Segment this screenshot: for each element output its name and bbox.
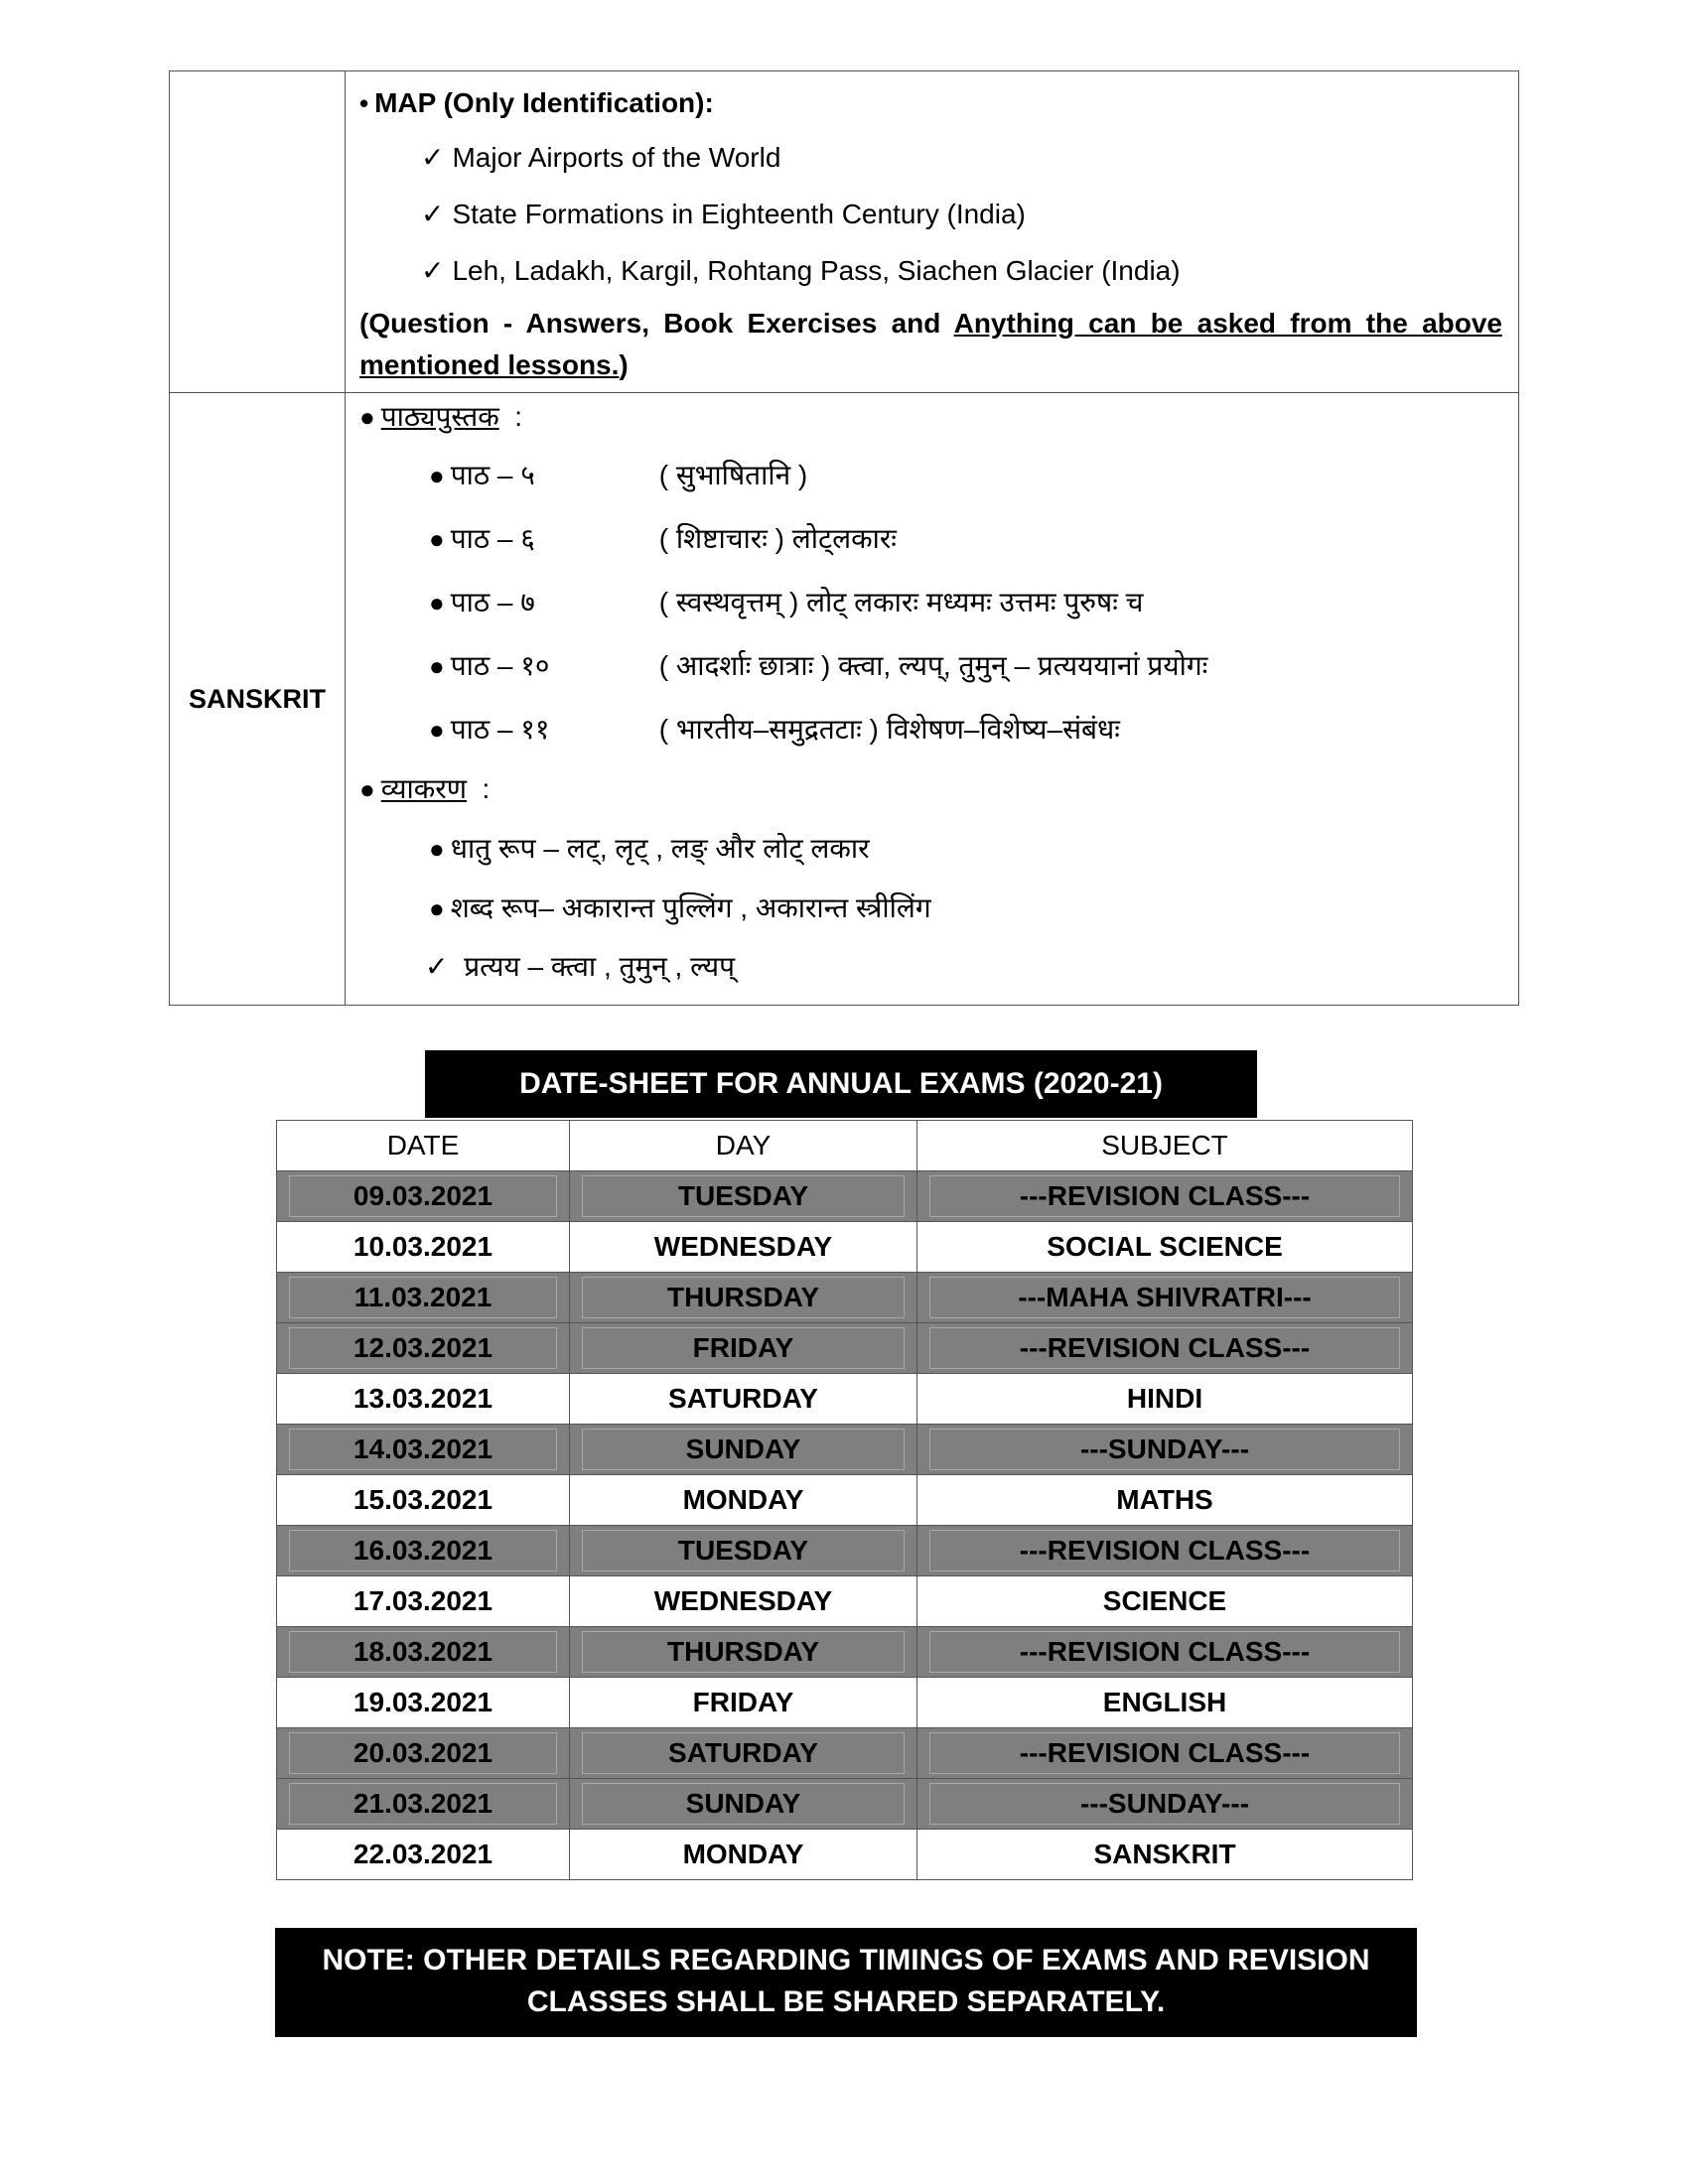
cell-date	[277, 1374, 570, 1425]
cell-date	[277, 1728, 570, 1779]
datesheet-title: DATE-SHEET FOR ANNUAL EXAMS (2020-21)	[425, 1050, 1257, 1118]
bullet-icon: ●	[429, 834, 445, 864]
cell-subject	[917, 1678, 1413, 1728]
date-value: 12.03.2021	[289, 1327, 557, 1369]
cell-day	[570, 1728, 917, 1779]
subject-value: ---REVISION CLASS---	[929, 1175, 1400, 1217]
day-value: SATURDAY	[668, 1383, 818, 1414]
day-value: TUESDAY	[582, 1530, 905, 1571]
day-value: MONDAY	[682, 1839, 804, 1869]
cell-subject	[917, 1425, 1413, 1475]
cell-date	[277, 1678, 570, 1728]
table-row	[277, 1779, 1413, 1830]
table-row	[277, 1526, 1413, 1576]
bullet-icon: ●	[429, 651, 445, 681]
subject-value: ---REVISION CLASS---	[929, 1732, 1400, 1774]
lesson-item: ● पाठ – १० ( आदर्शाः छात्राः ) क्त्वा, ल्यप्, तुमुन् – प्रत्यययानां प्रयोगः	[429, 650, 1208, 681]
cell-date	[277, 1475, 570, 1526]
table-row	[277, 1475, 1413, 1526]
column-header-subject: SUBJECT	[917, 1121, 1413, 1171]
checkmark-icon: ✓	[421, 255, 445, 286]
datesheet-table	[276, 1120, 1413, 1880]
subject-value: ---SUNDAY---	[929, 1429, 1400, 1470]
cell-date	[277, 1627, 570, 1678]
checkmark-icon: ✓	[421, 199, 445, 229]
syllabus-content-cell	[346, 393, 1519, 1006]
cell-day	[570, 1830, 917, 1880]
cell-day	[570, 1222, 917, 1273]
bullet-icon: ●	[429, 588, 445, 617]
date-value: 22.03.2021	[352, 1839, 493, 1869]
date-value: 15.03.2021	[352, 1484, 493, 1515]
syllabus-note: (Question - Answers, Book Exercises and Anything can be asked from the above mentioned lessons.)	[359, 308, 1502, 380]
date-value: 20.03.2021	[289, 1732, 557, 1774]
column-header-date: DATE	[277, 1121, 570, 1171]
grammar-item: ● धातु रूप – लट्, लृट् , लङ् और लोट् लकार	[429, 833, 870, 864]
table-row	[277, 1576, 1413, 1627]
cell-day	[570, 1475, 917, 1526]
day-value: WEDNESDAY	[653, 1585, 833, 1616]
cell-subject	[917, 1627, 1413, 1678]
bullet-icon: ●	[429, 461, 445, 490]
subject-value: ---REVISION CLASS---	[929, 1327, 1400, 1369]
map-heading: • MAP (Only Identification):	[359, 87, 714, 118]
cell-subject	[917, 1779, 1413, 1830]
table-row	[277, 1273, 1413, 1323]
bullet-icon: ●	[429, 524, 445, 554]
cell-day	[570, 1779, 917, 1830]
map-item: ✓ State Formations in Eighteenth Century (India)	[421, 199, 1026, 229]
table-row	[277, 1678, 1413, 1728]
date-value: 11.03.2021	[289, 1277, 557, 1318]
cell-date	[277, 1273, 570, 1323]
lesson-item: ● पाठ – ७ ( स्वस्थवृत्तम् ) लोट् लकारः मध्यमः उत्तमः पुरुषः च	[429, 587, 1144, 617]
subject-value: HINDI	[1126, 1383, 1203, 1414]
cell-date	[277, 1830, 570, 1880]
cell-day	[570, 1273, 917, 1323]
subject-value: ---REVISION CLASS---	[929, 1530, 1400, 1571]
cell-day	[570, 1576, 917, 1627]
date-value: 14.03.2021	[289, 1429, 557, 1470]
table-row	[277, 1323, 1413, 1374]
cell-day	[570, 1678, 917, 1728]
date-value: 16.03.2021	[289, 1530, 557, 1571]
day-value: SUNDAY	[582, 1429, 905, 1470]
datesheet-header-row	[277, 1121, 1413, 1171]
cell-date	[277, 1323, 570, 1374]
date-value: 19.03.2021	[352, 1687, 493, 1717]
lesson-item: ● पाठ – ६ ( शिष्टाचारः ) लोट्लकारः	[429, 523, 897, 554]
subject-value: ---MAHA SHIVRATRI---	[929, 1277, 1400, 1318]
table-row	[277, 1728, 1413, 1779]
cell-day	[570, 1526, 917, 1576]
syllabus-content-cell	[346, 71, 1519, 393]
cell-subject	[917, 1576, 1413, 1627]
subject-value: ---REVISION CLASS---	[929, 1631, 1400, 1673]
note-line: CLASSES SHALL BE SHARED SEPARATELY.	[526, 1985, 1166, 2018]
syllabus-table	[169, 70, 1519, 1006]
cell-subject	[917, 1323, 1413, 1374]
date-value: 10.03.2021	[352, 1231, 493, 1262]
bullet-icon: ●	[429, 715, 445, 745]
bullet-icon: •	[359, 88, 369, 118]
note-box	[275, 1928, 1417, 2037]
cell-date	[277, 1526, 570, 1576]
table-row	[277, 1830, 1413, 1880]
day-value: SUNDAY	[582, 1783, 905, 1825]
cell-date	[277, 1222, 570, 1273]
day-value: MONDAY	[682, 1484, 804, 1515]
date-value: 17.03.2021	[352, 1585, 493, 1616]
checkmark-icon: ✓	[421, 142, 445, 173]
date-value: 21.03.2021	[289, 1783, 557, 1825]
subject-value: SANSKRIT	[1093, 1839, 1236, 1869]
cell-day	[570, 1374, 917, 1425]
cell-subject	[917, 1273, 1413, 1323]
cell-subject	[917, 1374, 1413, 1425]
cell-subject	[917, 1526, 1413, 1576]
date-value: 18.03.2021	[289, 1631, 557, 1673]
subject-value: SOCIAL SCIENCE	[1047, 1231, 1283, 1262]
cell-day	[570, 1627, 917, 1678]
day-value: FRIDAY	[582, 1327, 905, 1369]
date-value: 13.03.2021	[352, 1383, 493, 1414]
date-value: 09.03.2021	[289, 1175, 557, 1217]
day-value: WEDNESDAY	[653, 1231, 833, 1262]
cell-subject	[917, 1222, 1413, 1273]
day-value: TUESDAY	[582, 1175, 905, 1217]
note-line: NOTE: OTHER DETAILS REGARDING TIMINGS OF EXAMS AND REVISION	[322, 1944, 1370, 1977]
cell-day	[570, 1171, 917, 1222]
map-item: ✓ Leh, Ladakh, Kargil, Rohtang Pass, Siachen Glacier (India)	[421, 255, 1181, 286]
subject-value: MATHS	[1116, 1484, 1213, 1515]
grammar-heading: ● व्याकरण :	[359, 773, 491, 804]
subject-value: ENGLISH	[1102, 1687, 1227, 1717]
checkmark-icon: ✓	[425, 951, 449, 982]
cell-day	[570, 1323, 917, 1374]
subject-cell	[170, 71, 346, 393]
subject-value: SCIENCE	[1102, 1585, 1227, 1616]
cell-date	[277, 1425, 570, 1475]
cell-date	[277, 1171, 570, 1222]
sanskrit-row	[170, 393, 1519, 1006]
cell-subject	[917, 1171, 1413, 1222]
column-header-day: DAY	[570, 1121, 917, 1171]
day-value: THURSDAY	[582, 1277, 905, 1318]
bullet-icon: ●	[359, 402, 375, 432]
lesson-item: ● पाठ – ११ ( भारतीय–समुद्रतटाः ) विशेषण–विशेष्य–संबंधः	[429, 714, 1120, 745]
table-row	[277, 1171, 1413, 1222]
cell-date	[277, 1576, 570, 1627]
cell-subject	[917, 1728, 1413, 1779]
cell-date	[277, 1779, 570, 1830]
table-row	[277, 1374, 1413, 1425]
day-value: THURSDAY	[582, 1631, 905, 1673]
table-row	[277, 1627, 1413, 1678]
subject-cell: SANSKRIT	[170, 393, 346, 1006]
cell-day	[570, 1425, 917, 1475]
cell-subject	[917, 1475, 1413, 1526]
bullet-icon: ●	[429, 893, 445, 923]
cell-subject	[917, 1830, 1413, 1880]
social-science-row	[170, 71, 1519, 393]
table-row	[277, 1222, 1413, 1273]
day-value: FRIDAY	[692, 1687, 794, 1717]
grammar-item: ● शब्द रूप– अकारान्त पुल्लिंग , अकारान्त स्त्रीलिंग	[429, 892, 931, 923]
textbook-heading: ● पाठ्यपुस्तक :	[359, 401, 523, 432]
grammar-check-item: ✓ प्रत्यय – क्त्वा , तुमुन् , ल्यप्	[425, 951, 736, 982]
day-value: SATURDAY	[582, 1732, 905, 1774]
table-row	[277, 1425, 1413, 1475]
subject-value: ---SUNDAY---	[929, 1783, 1400, 1825]
bullet-icon: ●	[359, 774, 375, 804]
lesson-item: ● पाठ – ५ ( सुभाषितानि )	[429, 460, 808, 490]
map-item: ✓ Major Airports of the World	[421, 142, 781, 173]
